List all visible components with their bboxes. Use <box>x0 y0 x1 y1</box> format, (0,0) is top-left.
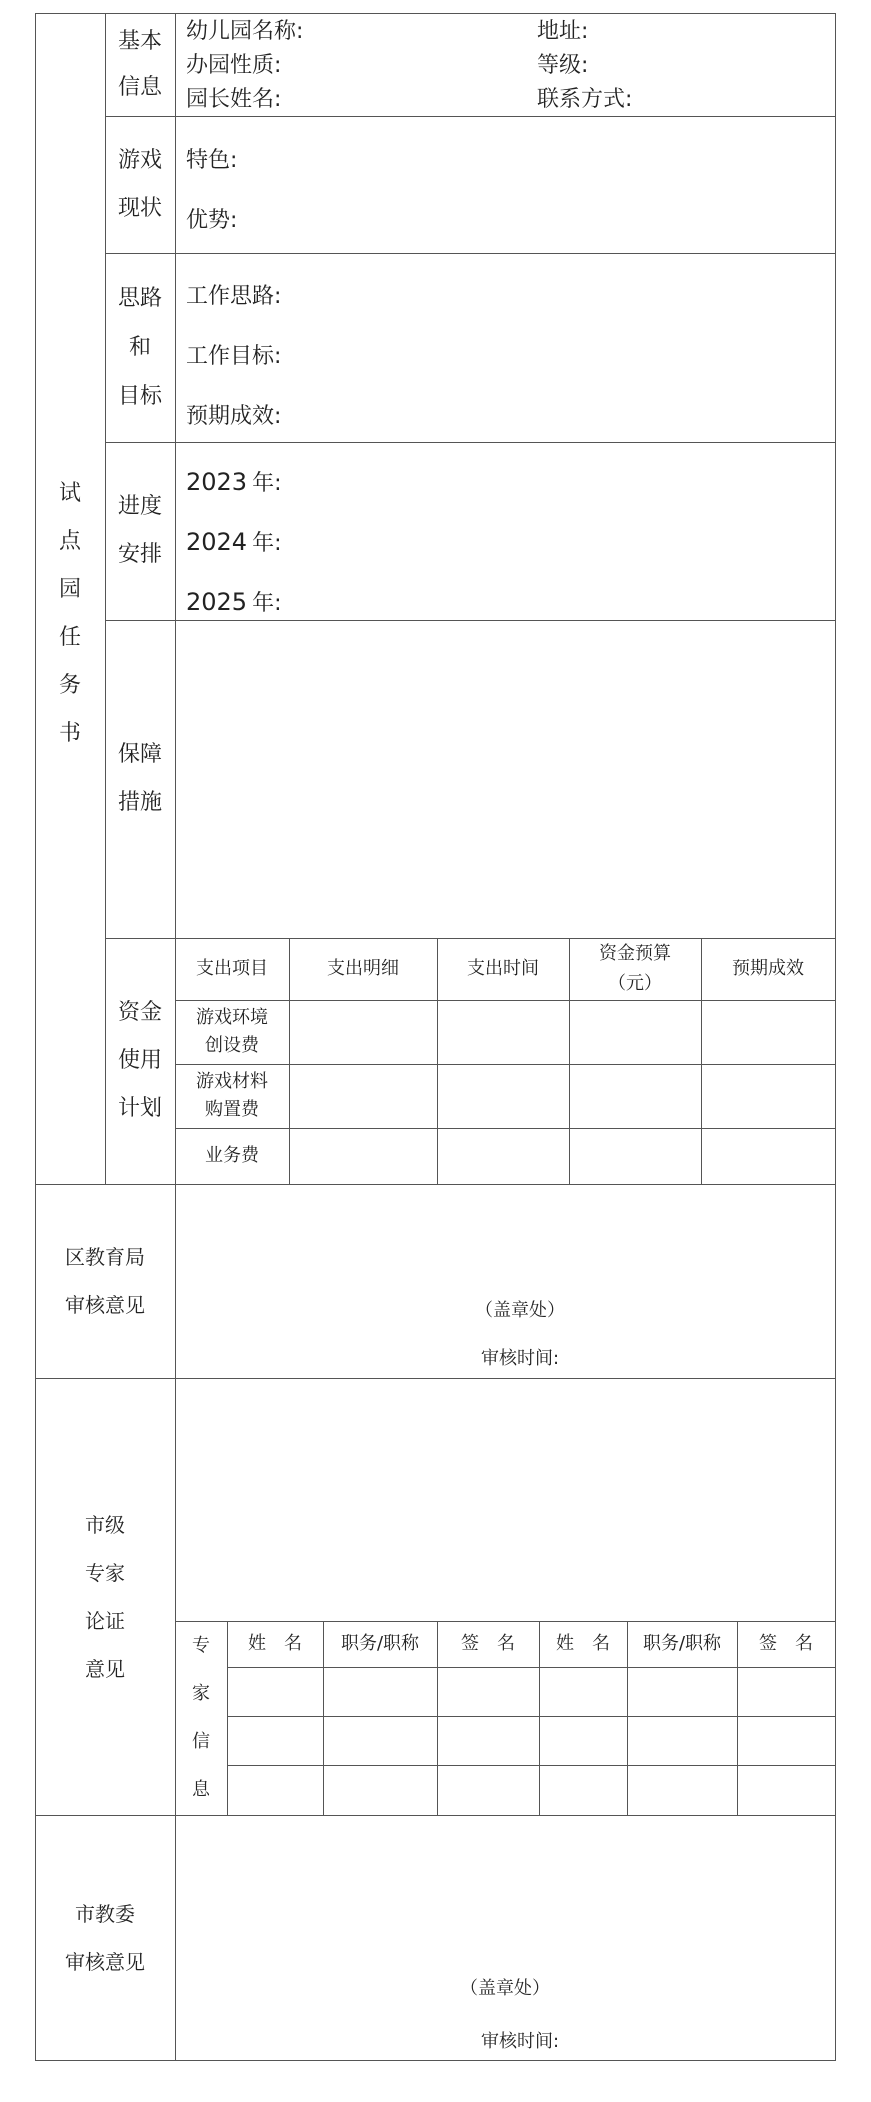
schedule-label-line: 进度 <box>117 494 162 519</box>
rule-bottom <box>35 2060 836 2061</box>
schedule-year-row <box>186 530 282 555</box>
rule-plan-bottom <box>105 442 836 443</box>
taskbook-label-char: 务 <box>58 673 81 698</box>
contact-label: 联系方式: <box>537 87 633 112</box>
expert-info-char: 信 <box>192 1731 210 1752</box>
expert-header-signature: 签 名 <box>759 1632 813 1654</box>
basic-info-label-line: 基本 <box>117 28 162 54</box>
funds-header-detail: 支出明细 <box>327 957 399 979</box>
rule-funds-col4 <box>569 938 570 1185</box>
schedule-year-suffix: 年: <box>252 471 282 496</box>
funds-row-item: 游戏环境创设费 <box>196 1007 268 1056</box>
rule-schedule-bottom <box>105 620 836 621</box>
taskbook-label-char: 任 <box>58 625 81 650</box>
funds-label-line: 使用 <box>117 1048 162 1073</box>
commission-seal-note: （盖章处） <box>460 1978 550 1999</box>
funds-label-line: 计划 <box>117 1096 162 1121</box>
expected-result-label: 预期成效: <box>186 404 282 429</box>
schedule-year: 2024 <box>186 528 248 556</box>
funds-header-item: 支出项目 <box>196 957 268 979</box>
expert-review-label <box>35 1378 175 1815</box>
work-goal-label: 工作目标: <box>186 344 282 369</box>
rule-expert-row1 <box>227 1716 836 1717</box>
guarantee-label-line: 措施 <box>117 790 162 815</box>
expert-header-title: 职务/职称 <box>642 1632 722 1654</box>
expert-header-title: 职务/职称 <box>340 1632 420 1654</box>
basic-info-label-line: 信息 <box>117 74 162 100</box>
principal-label: 园长姓名: <box>186 87 282 112</box>
commission-review-label-line: 市教委 <box>75 1901 135 1926</box>
expert-header-name: 姓 名 <box>248 1632 302 1654</box>
funds-header-budget: 资金预算（元） <box>599 943 671 994</box>
work-idea-label: 工作思路: <box>186 284 282 309</box>
taskbook-label-char: 书 <box>58 721 81 746</box>
taskbook-label-char: 园 <box>58 577 81 602</box>
rule-status-bottom <box>105 253 836 254</box>
district-review-label-line: 审核意见 <box>65 1293 145 1317</box>
expert-review-label-line: 意见 <box>85 1656 125 1681</box>
guarantee-label-line: 保障 <box>117 742 162 767</box>
funds-label <box>105 938 175 1184</box>
kindergarten-name-label: 幼儿园名称: <box>186 19 304 44</box>
basic-info-label <box>105 13 175 116</box>
expert-info-char: 息 <box>192 1779 210 1800</box>
funds-header-time: 支出时间 <box>467 957 539 979</box>
expert-review-label-line: 论证 <box>85 1608 125 1633</box>
district-review-label <box>35 1184 175 1378</box>
address-label: 地址: <box>537 19 589 44</box>
schedule-year-suffix: 年: <box>252 531 282 556</box>
expert-info-label <box>175 1621 227 1815</box>
taskbook-label <box>35 470 105 758</box>
rule-basic-bottom <box>105 116 836 117</box>
rule-right <box>835 13 836 2061</box>
funds-row-item: 业务费 <box>205 1144 259 1166</box>
expert-info-char: 家 <box>192 1683 210 1704</box>
funds-row-item: 游戏材料购置费 <box>196 1071 268 1120</box>
taskbook-label-char: 点 <box>58 529 81 554</box>
nature-label: 办园性质: <box>186 53 282 78</box>
grade-label: 等级: <box>537 53 589 78</box>
commission-review-label <box>35 1815 175 2060</box>
plan-label <box>105 253 175 442</box>
district-review-label-line: 区教育局 <box>65 1245 145 1269</box>
expert-info-char: 专 <box>192 1635 210 1656</box>
schedule-year: 2023 <box>186 468 248 496</box>
feature-label: 特色: <box>186 148 238 173</box>
schedule-label <box>105 442 175 620</box>
schedule-year-row <box>186 590 282 615</box>
advantage-label: 优势: <box>186 208 238 233</box>
funds-header-expected: 预期成效 <box>732 957 804 979</box>
expert-review-label-line: 市级 <box>85 1512 125 1537</box>
expert-header-signature: 签 名 <box>461 1632 515 1654</box>
schedule-year-row <box>186 470 282 495</box>
funds-label-line: 资金 <box>117 1000 162 1025</box>
district-review-time: 审核时间: <box>480 1348 560 1369</box>
schedule-year-suffix: 年: <box>252 591 282 616</box>
expert-header-name: 姓 名 <box>556 1632 610 1654</box>
game-status-label-line: 游戏 <box>117 147 162 173</box>
rule-expert-header <box>227 1667 836 1668</box>
plan-label-line: 思路 <box>117 286 162 311</box>
expert-review-label-line: 专家 <box>85 1560 125 1585</box>
taskbook-label-char: 试 <box>58 481 81 506</box>
plan-label-line: 和 <box>128 335 151 360</box>
schedule-label-line: 安排 <box>117 542 162 567</box>
schedule-year: 2025 <box>186 588 248 616</box>
commission-review-label-line: 审核意见 <box>65 1949 145 1974</box>
guarantee-label <box>105 620 175 938</box>
commission-review-time: 审核时间: <box>480 2031 560 2052</box>
plan-label-line: 目标 <box>117 384 162 409</box>
game-status-label-line: 现状 <box>117 195 162 221</box>
rule-expert-row2 <box>227 1765 836 1766</box>
game-status-label <box>105 116 175 253</box>
district-seal-note: （盖章处） <box>475 1300 565 1321</box>
